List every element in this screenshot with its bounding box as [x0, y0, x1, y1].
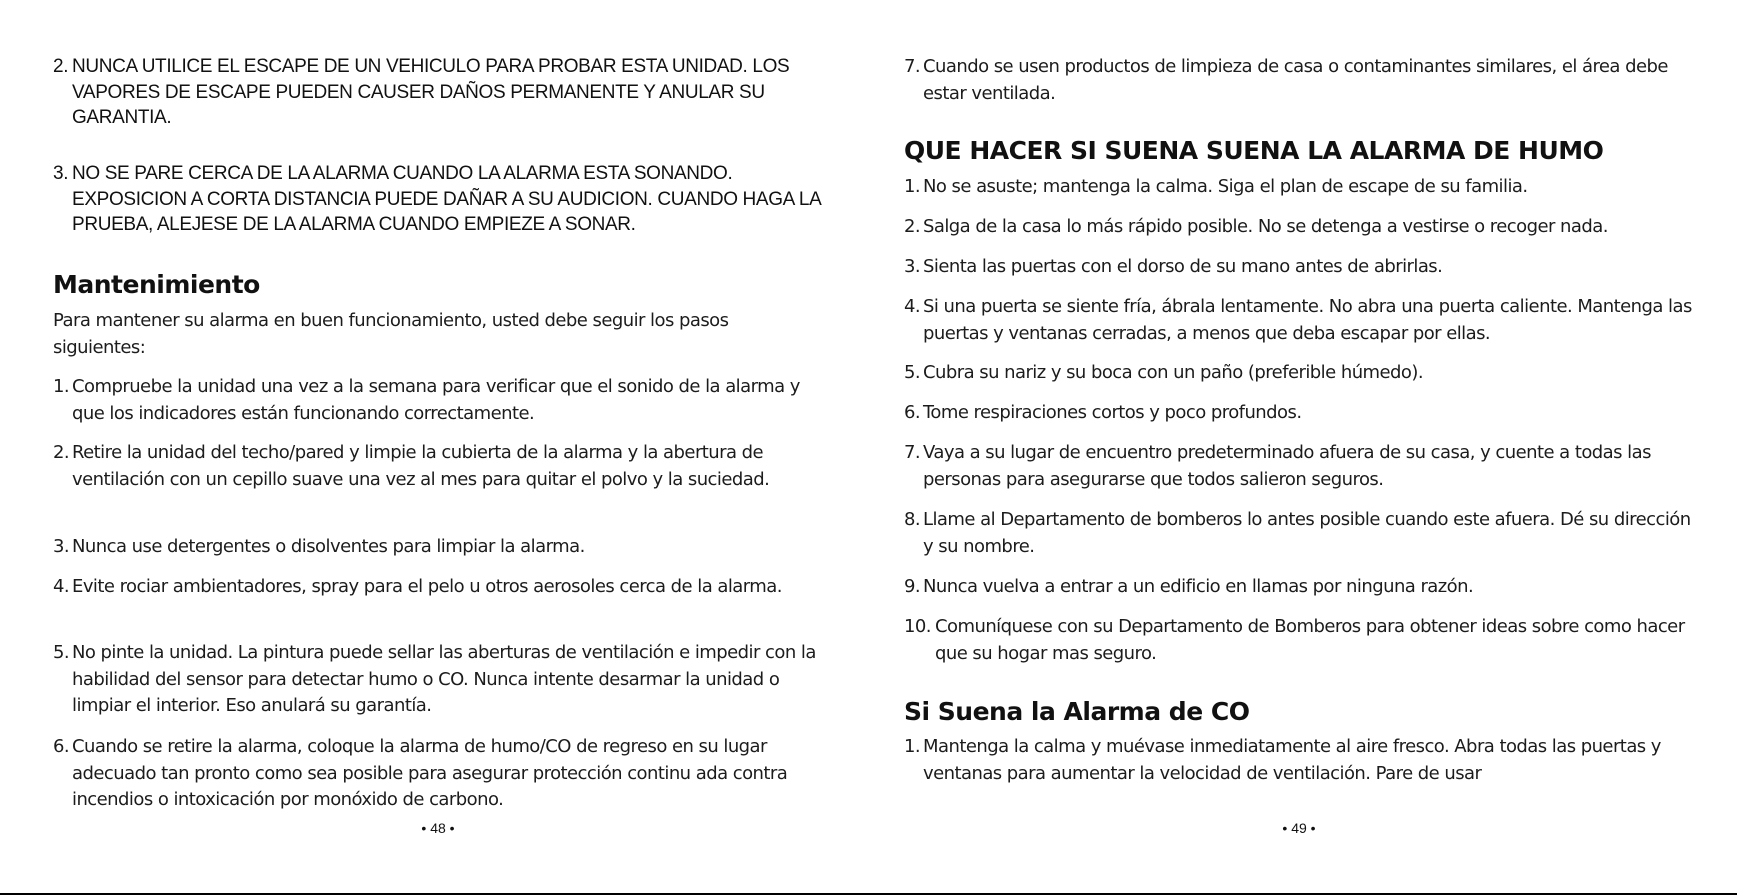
list-item: [53, 374, 823, 427]
list-number: 1.: [904, 176, 921, 197]
list-text: Compruebe la unidad una vez a la semana para verificar que el sonido de la alarma y que los indicadores están funcionando correctamente.: [72, 376, 800, 424]
list-number: 7.: [904, 56, 921, 77]
warning-item-3: [53, 161, 823, 238]
list-item: [904, 214, 1694, 241]
list-number: 3.: [904, 256, 921, 277]
list-text: Evite rociar ambientadores, spray para el pelo u otros aerosoles cerca de la alarma.: [72, 576, 782, 597]
right-page: [904, 0, 1694, 895]
list-item: [904, 254, 1694, 281]
section-heading-co-alarm: Si Suena la Alarma de CO: [904, 697, 1250, 726]
list-item: [53, 734, 823, 814]
list-number: 4.: [904, 296, 921, 317]
page-number: • 48 •: [421, 820, 455, 836]
list-number: 4.: [53, 576, 70, 597]
list-text: Nunca vuelva a entrar a un edificio en llamas por ninguna razón.: [923, 576, 1474, 597]
warning-text: NO SE PARE CERCA DE LA ALARMA CUANDO LA ALARMA ESTA SONANDO. EXPOSICION A CORTA DISTANCIA PUEDE DAÑAR A SU AUDICION. CUANDO HAGA LA PRUEBA, ALEJESE DE LA ALARMA CUANDO EMPIEZE A SONAR.: [72, 163, 821, 235]
list-item: [904, 507, 1694, 560]
list-text: Cuando se retire la alarma, coloque la alarma de humo/CO de regreso en su lugar adecuado tan pronto como sea posible para asegurar protección continu ada contra incendios o intoxicación por monóxido de carbono.: [72, 736, 788, 810]
list-text: Llame al Departamento de bomberos lo antes posible cuando este afuera. Dé su dirección y su nombre.: [923, 509, 1691, 557]
list-item: [904, 440, 1694, 493]
list-number: 1.: [904, 736, 921, 757]
list-item: [904, 614, 1694, 667]
list-item: [904, 54, 1694, 107]
list-number: 6.: [904, 402, 921, 423]
list-text: Tome respiraciones cortos y poco profundos.: [923, 402, 1302, 423]
list-item: [904, 294, 1694, 347]
list-text: No se asuste; mantenga la calma. Siga el plan de escape de su familia.: [923, 176, 1528, 197]
list-number: 1.: [53, 376, 70, 397]
list-text: No pinte la unidad. La pintura puede sellar las aberturas de ventilación e impedir con la habilidad del sensor para detectar humo o CO. Nunca intente desarmar la unidad o limpiar el interior. Eso anulará su garantía.: [72, 642, 816, 716]
list-text: Salga de la casa lo más rápido posible. No se detenga a vestirse o recoger nada.: [923, 216, 1608, 237]
list-item: [904, 400, 1694, 427]
section-heading-mantenimiento: Mantenimiento: [53, 270, 260, 299]
list-text: Nunca use detergentes o disolventes para limpiar la alarma.: [72, 536, 585, 557]
list-number: 8.: [904, 509, 921, 530]
list-number: 6.: [53, 736, 70, 757]
list-number: 5.: [53, 642, 70, 663]
list-item: [904, 734, 1694, 787]
page-number: • 49 •: [1282, 820, 1316, 836]
list-text: Cuando se usen productos de limpieza de casa o contaminantes similares, el área debe estar ventilada.: [923, 56, 1668, 104]
list-item: [904, 174, 1694, 201]
list-item: [53, 440, 823, 493]
warning-text: NUNCA UTILICE EL ESCAPE DE UN VEHICULO PARA PROBAR ESTA UNIDAD. LOS VAPORES DE ESCAPE PUEDEN CAUSER DAÑOS PERMANENTE Y ANULAR SU GARANTIA.: [72, 56, 790, 128]
warning-number: 2.: [53, 56, 69, 77]
list-text: Mantenga la calma y muévase inmediatamente al aire fresco. Abra todas las puertas y ventanas para aumentar la velocidad de ventilación. Pare de usar: [923, 736, 1661, 784]
list-number: 10.: [904, 616, 931, 637]
list-text: Si una puerta se siente fría, ábrala lentamente. No abra una puerta caliente. Mantenga las puertas y ventanas cerradas, a menos que deba escapar por ellas.: [923, 296, 1692, 344]
list-number: 3.: [53, 536, 70, 557]
list-item: [53, 640, 823, 720]
list-number: 2.: [904, 216, 921, 237]
list-number: 7.: [904, 442, 921, 463]
list-number: 9.: [904, 576, 921, 597]
warning-number: 3.: [53, 163, 69, 184]
list-text: Comuníquese con su Departamento de Bomberos para obtener ideas sobre como hacer que su hogar mas seguro.: [935, 616, 1685, 664]
section-heading-smoke-alarm: QUE HACER SI SUENA SUENA LA ALARMA DE HUMO: [904, 136, 1604, 165]
list-text: Sienta las puertas con el dorso de su mano antes de abrirlas.: [923, 256, 1443, 277]
list-text: Cubra su nariz y su boca con un paño (preferible húmedo).: [923, 362, 1424, 383]
list-number: 2.: [53, 442, 70, 463]
left-page: [53, 0, 823, 895]
list-item: [904, 574, 1694, 601]
list-number: 5.: [904, 362, 921, 383]
list-item: [53, 574, 823, 601]
warning-item-2: [53, 54, 823, 131]
list-item: [53, 534, 823, 561]
list-text: Vaya a su lugar de encuentro predeterminado afuera de su casa, y cuente a todas las personas para asegurarse que todos salieron seguros.: [923, 442, 1651, 490]
intro-paragraph: Para mantener su alarma en buen funcionamiento, usted debe seguir los pasos siguientes:: [53, 310, 729, 358]
list-text: Retire la unidad del techo/pared y limpie la cubierta de la alarma y la abertura de ventilación con un cepillo suave una vez al mes para quitar el polvo y la suciedad.: [72, 442, 770, 490]
list-item: [904, 360, 1694, 387]
